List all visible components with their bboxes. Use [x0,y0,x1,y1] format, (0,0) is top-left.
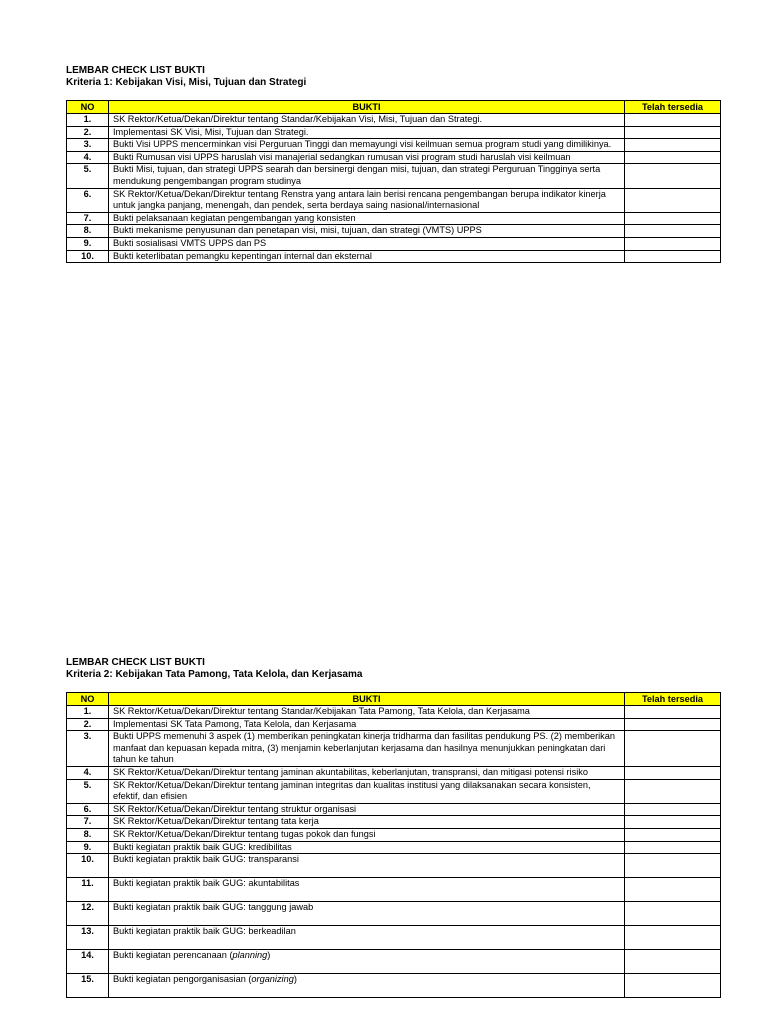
section-title: LEMBAR CHECK LIST BUKTI [66,657,205,668]
header-no: NO [67,693,109,706]
row-number: 11. [67,878,109,902]
table-row [67,114,721,127]
bukti-text: Bukti kegiatan pengorganisasian ( [113,974,252,985]
row-check-cell[interactable] [625,766,721,779]
row-check-cell[interactable] [625,250,721,263]
row-bukti: Bukti UPPS memenuhi 3 aspek (1) memberikan peningkatan kinerja tridharma dan fasilitas pendukung PS. (2) memberikan manfaat dan kepuasan kepada mitra, (3) menjamin keberlanjutan kerjasama dan hasilnya menunjukkan peningkatan dari tahun ke tahun [109,731,625,767]
header-bukti: BUKTI [109,693,625,706]
row-number: 8. [67,225,109,238]
row-bukti: SK Rektor/Ketua/Dekan/Direktur tentang jaminan integritas dan kualitas institusi yang dilaksanakan secara konsisten, efektif, dan efisien [109,779,625,803]
row-number: 4. [67,151,109,164]
bukti-italic-term: organizing [251,974,294,985]
row-bukti: Bukti keterlibatan pemangku kepentingan internal dan eksternal [109,250,625,263]
row-check-cell[interactable] [625,841,721,854]
table-row [67,126,721,139]
row-check-cell[interactable] [625,212,721,225]
table-row [67,139,721,152]
table-row [67,828,721,841]
row-bukti: SK Rektor/Ketua/Dekan/Direktur tentang Standar/Kebijakan Visi, Misi, Tujuan dan Strategi. [109,114,625,127]
table-row [67,225,721,238]
row-number: 1. [67,114,109,127]
row-bukti: SK Rektor/Ketua/Dekan/Direktur tentang struktur organisasi [109,803,625,816]
row-bukti: Bukti kegiatan praktik baik GUG: berkeadilan [109,926,625,950]
row-check-cell[interactable] [625,126,721,139]
row-check-cell[interactable] [625,779,721,803]
row-check-cell[interactable] [625,816,721,829]
table-row [67,188,721,212]
section-subtitle: Kriteria 1: Kebijakan Visi, Misi, Tujuan dan Strategi [66,77,307,88]
table-header-row [67,101,721,114]
row-bukti [109,950,625,974]
row-check-cell[interactable] [625,828,721,841]
row-bukti [109,974,625,998]
row-bukti: Bukti Misi, tujuan, dan strategi UPPS searah dan bersinergi dengan misi, tujuan, dan strategi Perguruan Tingginya serta mendukung pengembangan program studinya [109,164,625,188]
row-number: 10. [67,854,109,878]
table-row [67,718,721,731]
row-bukti: Bukti sosialisasi VMTS UPPS dan PS [109,237,625,250]
bukti-italic-term: planning [232,950,268,961]
bukti-text-end: ) [267,950,271,961]
table-row [67,151,721,164]
row-check-cell[interactable] [625,854,721,878]
row-bukti: Bukti Visi UPPS mencerminkan visi Perguruan Tinggi dan memayungi visi keilmuan semua program studi yang dimilikinya. [109,139,625,152]
row-check-cell[interactable] [625,950,721,974]
table-row [67,926,721,950]
table-row [67,841,721,854]
row-check-cell[interactable] [625,114,721,127]
bukti-text: Bukti kegiatan perencanaan ( [113,950,233,961]
row-bukti: SK Rektor/Ketua/Dekan/Direktur tentang tata kerja [109,816,625,829]
checklist-section-1 [66,65,721,263]
row-check-cell[interactable] [625,188,721,212]
row-number: 8. [67,828,109,841]
row-number: 5. [67,164,109,188]
row-number: 12. [67,902,109,926]
header-no: NO [67,101,109,114]
row-bukti: Implementasi SK Visi, Misi, Tujuan dan Strategi. [109,126,625,139]
row-number: 2. [67,718,109,731]
row-number: 4. [67,766,109,779]
row-number: 3. [67,731,109,767]
section-title: LEMBAR CHECK LIST BUKTI [66,65,205,76]
row-check-cell[interactable] [625,164,721,188]
row-bukti: SK Rektor/Ketua/Dekan/Direktur tentang jaminan akuntabilitas, keberlanjutan, transpransi, dan mitigasi potensi risiko [109,766,625,779]
row-number: 3. [67,139,109,152]
row-number: 5. [67,779,109,803]
row-bukti: Bukti Rumusan visi UPPS haruslah visi manajerial sedangkan rumusan visi program studi haruslah visi keilmuan [109,151,625,164]
row-check-cell[interactable] [625,151,721,164]
row-number: 6. [67,803,109,816]
table-row [67,779,721,803]
row-number: 7. [67,212,109,225]
row-bukti: SK Rektor/Ketua/Dekan/Direktur tentang Standar/Kebijakan Tata Pamong, Tata Kelola, dan Kerjasama [109,706,625,719]
table-row [67,212,721,225]
table-row [67,731,721,767]
table-row [67,902,721,926]
row-bukti: Bukti pelaksanaan kegiatan pengembangan yang konsisten [109,212,625,225]
row-check-cell[interactable] [625,926,721,950]
section-subtitle: Kriteria 2: Kebijakan Tata Pamong, Tata Kelola, dan Kerjasama [66,669,363,680]
checklist-table-1 [66,100,721,263]
row-number: 6. [67,188,109,212]
table-row [67,250,721,263]
table-row [67,950,721,974]
row-number: 1. [67,706,109,719]
header-telah-tersedia: Telah tersedia [625,101,721,114]
bukti-text-end: ) [293,974,297,985]
row-number: 13. [67,926,109,950]
row-bukti: Bukti kegiatan praktik baik GUG: tanggung jawab [109,902,625,926]
row-number: 10. [67,250,109,263]
row-bukti: Bukti kegiatan praktik baik GUG: kredibilitas [109,841,625,854]
table-row [67,766,721,779]
table-row [67,237,721,250]
header-bukti: BUKTI [109,101,625,114]
row-check-cell[interactable] [625,902,721,926]
row-bukti: SK Rektor/Ketua/Dekan/Direktur tentang tugas pokok dan fungsi [109,828,625,841]
row-check-cell[interactable] [625,706,721,719]
table-row [67,706,721,719]
row-bukti: SK Rektor/Ketua/Dekan/Direktur tentang Renstra yang antara lain berisi rencana pengembangan berupa indikator kinerja untuk jangka panjang, menengah, dan pendek, serta berdaya saing nasional/internasional [109,188,625,212]
row-bukti: Implementasi SK Tata Pamong, Tata Kelola, dan Kerjasama [109,718,625,731]
row-bukti: Bukti kegiatan praktik baik GUG: akuntabilitas [109,878,625,902]
row-check-cell[interactable] [625,225,721,238]
row-check-cell[interactable] [625,731,721,767]
table-row [67,854,721,878]
row-number: 9. [67,237,109,250]
row-number: 15. [67,974,109,998]
row-bukti: Bukti kegiatan praktik baik GUG: transparansi [109,854,625,878]
row-check-cell[interactable] [625,718,721,731]
row-check-cell[interactable] [625,974,721,998]
table-row [67,816,721,829]
table-row [67,974,721,998]
row-number: 14. [67,950,109,974]
row-number: 7. [67,816,109,829]
row-number: 2. [67,126,109,139]
table-row [67,803,721,816]
row-check-cell[interactable] [625,803,721,816]
checklist-table-2 [66,692,721,998]
checklist-section-2 [66,657,721,998]
row-bukti: Bukti mekanisme penyusunan dan penetapan visi, misi, tujuan, dan strategi (VMTS) UPPS [109,225,625,238]
table-header-row [67,693,721,706]
row-number: 9. [67,841,109,854]
table-row [67,164,721,188]
row-check-cell[interactable] [625,139,721,152]
row-check-cell[interactable] [625,237,721,250]
row-check-cell[interactable] [625,878,721,902]
header-telah-tersedia: Telah tersedia [625,693,721,706]
table-row [67,878,721,902]
